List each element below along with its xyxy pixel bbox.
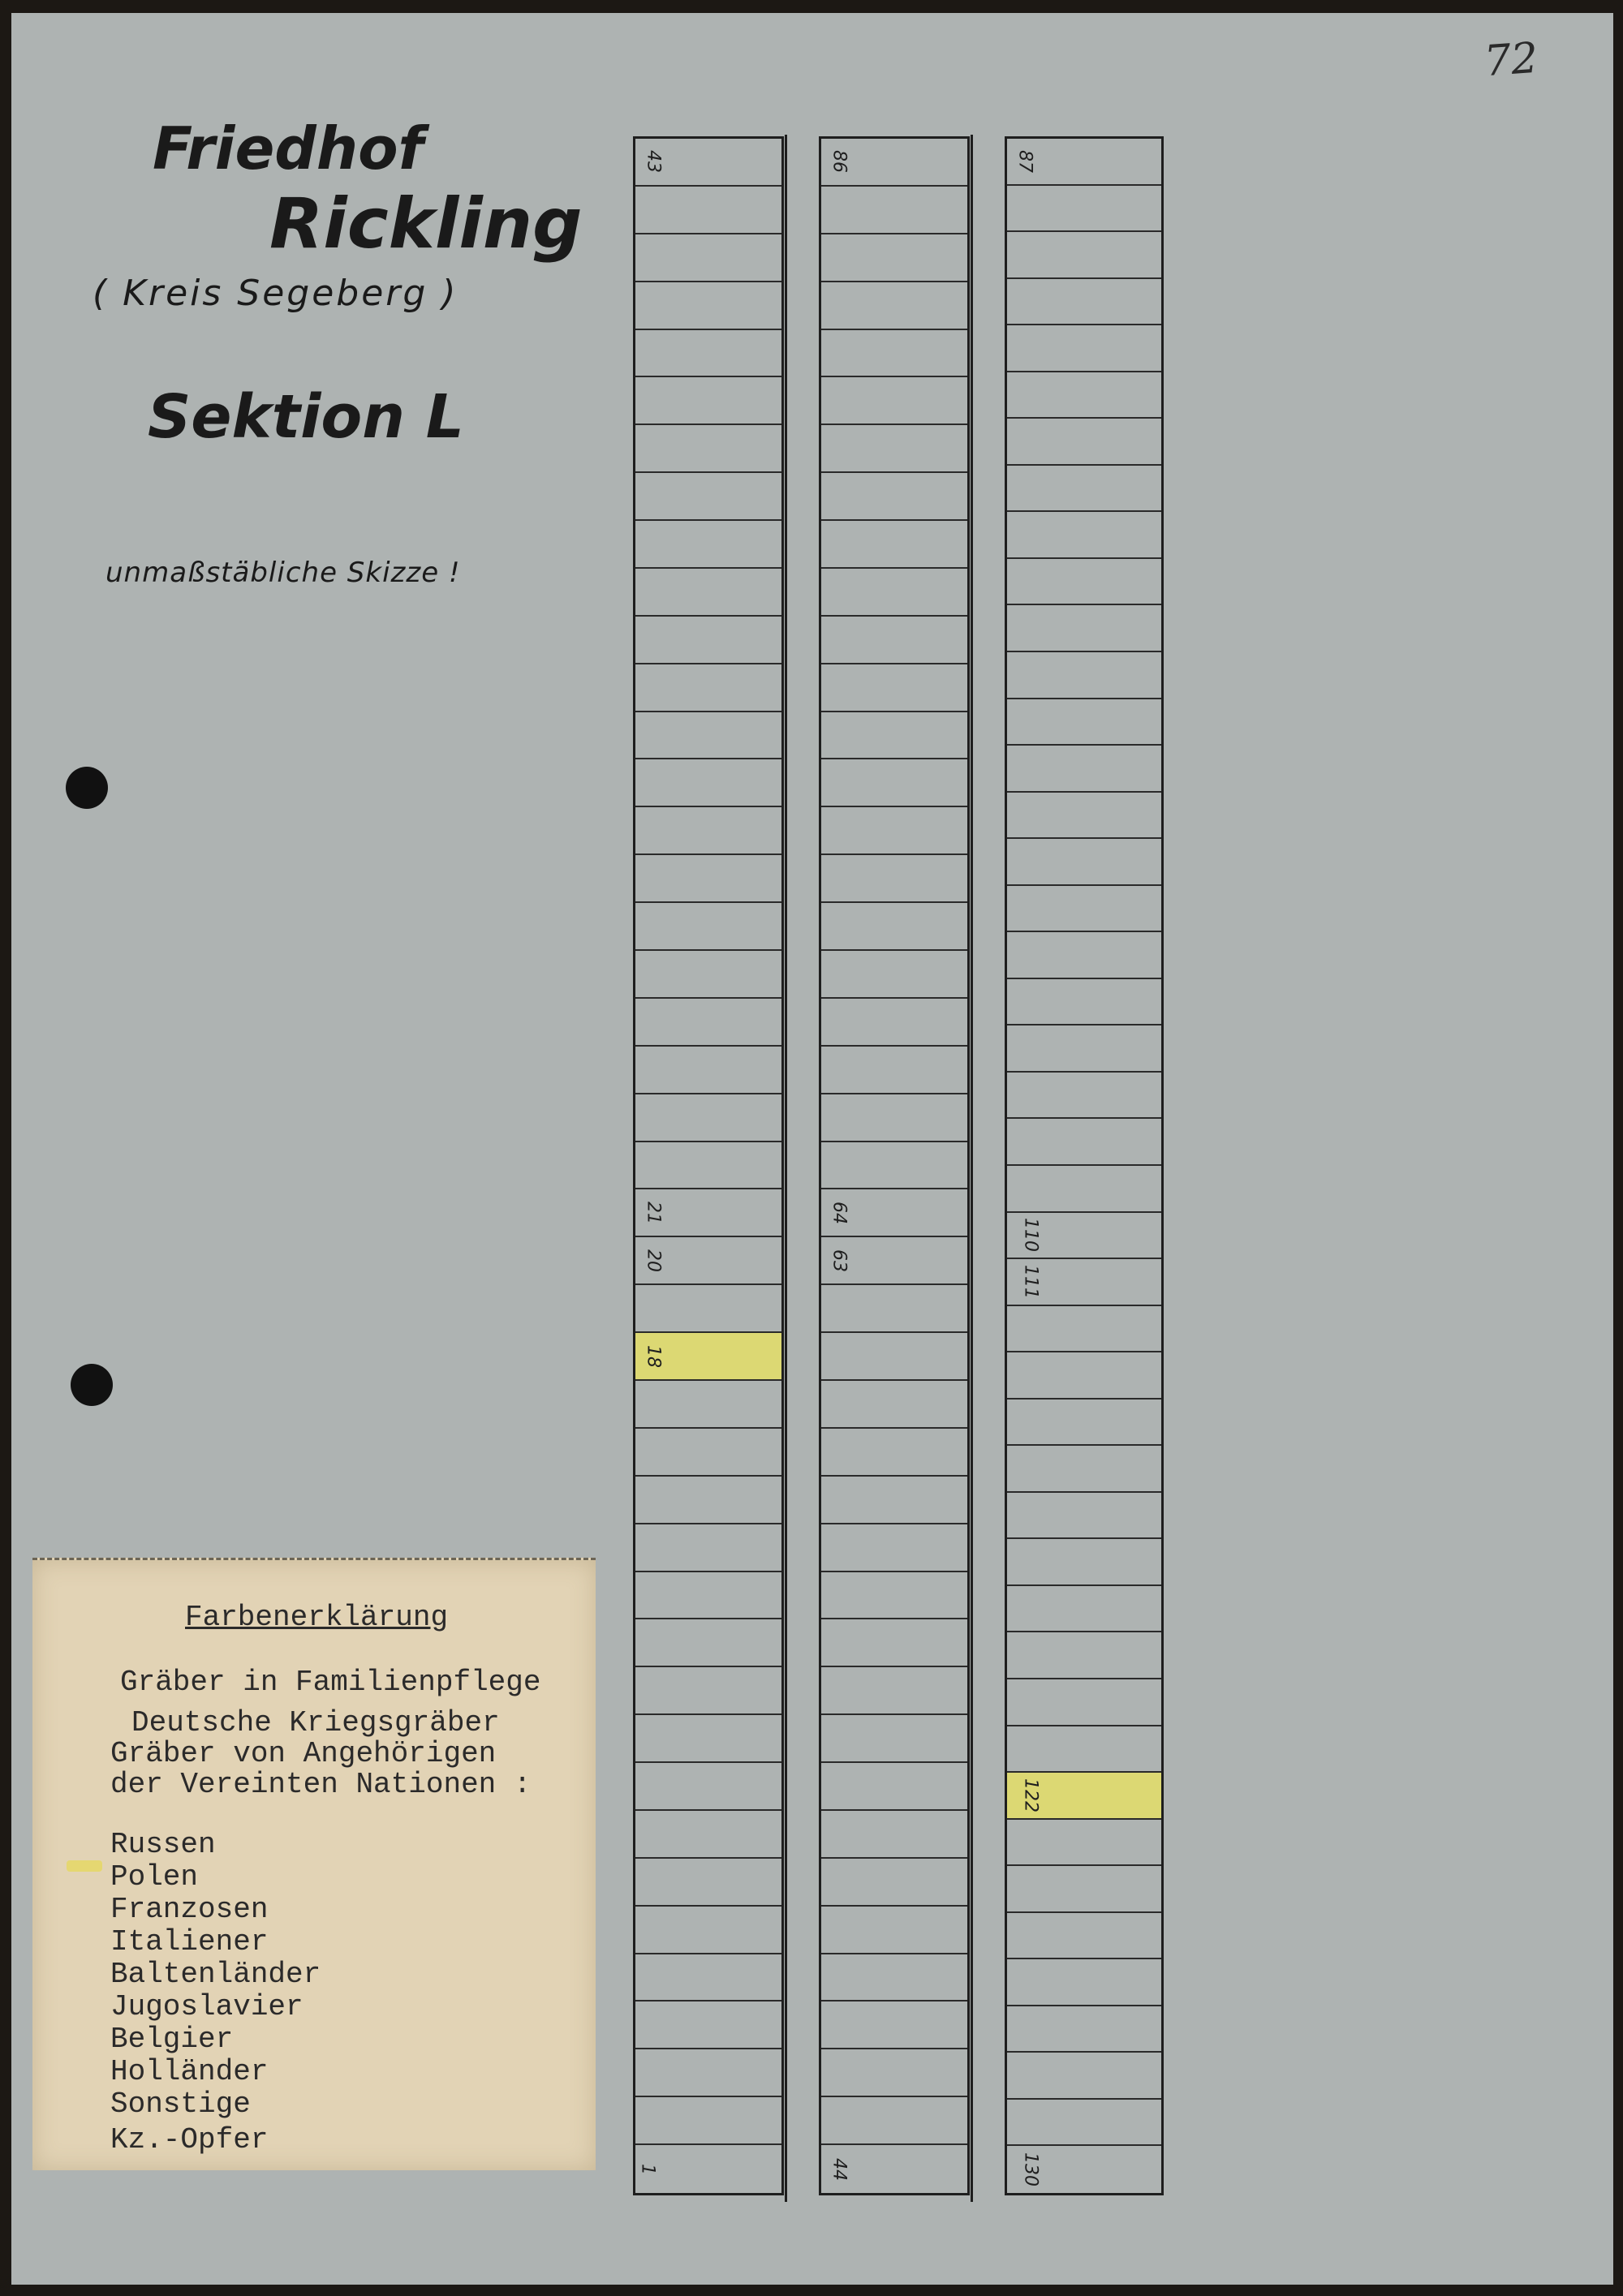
grave-plot	[1007, 1866, 1161, 1913]
legend-german-war-graves: Deutsche Kriegsgräber	[131, 1706, 500, 1739]
grave-plot	[1007, 793, 1161, 840]
grave-plot	[1007, 1259, 1161, 1306]
grave-plot	[1007, 1400, 1161, 1447]
grave-plot	[1007, 1820, 1161, 1867]
grave-plot	[821, 569, 967, 617]
grave-column	[819, 136, 970, 2195]
grave-plot	[635, 759, 781, 807]
grave-plot	[635, 1381, 781, 1429]
grave-plot	[821, 377, 967, 425]
grave-plot	[1007, 1119, 1161, 1166]
grave-plot	[821, 1381, 967, 1429]
grave-number: 21	[643, 1201, 664, 1224]
grave-plot	[1007, 1959, 1161, 2006]
scale-note: unmaßstäbliche Skizze !	[105, 557, 461, 589]
grave-plot	[821, 759, 967, 807]
grave-plot	[821, 1142, 967, 1190]
grave-plot	[1007, 186, 1161, 233]
grave-plot	[1007, 1306, 1161, 1353]
grave-plot	[1007, 325, 1161, 372]
grave-plot	[635, 1094, 781, 1142]
grave-plot	[635, 425, 781, 473]
legend-family-care: Gräber in Familienpflege	[120, 1666, 541, 1699]
aisle-line	[785, 135, 787, 2202]
grave-plot	[1007, 372, 1161, 419]
legend-kz-victims: Kz.-Opfer	[110, 2123, 269, 2156]
grave-plot	[1007, 1632, 1161, 1679]
grave-plot	[635, 999, 781, 1047]
grave-plot	[821, 2097, 967, 2145]
grave-plot	[1007, 1446, 1161, 1493]
grave-plot	[635, 951, 781, 999]
grave-plot	[635, 2097, 781, 2145]
grave-plot	[821, 617, 967, 664]
grave-number: 86	[829, 150, 850, 174]
grave-plot	[1007, 1213, 1161, 1260]
grave-plot	[821, 234, 967, 282]
grave-plot	[1007, 1073, 1161, 1120]
legend-nationality: Baltenländer	[110, 1958, 321, 1991]
legend-nationality: Jugoslavier	[110, 1990, 304, 2023]
grave-plot	[635, 807, 781, 855]
grave-plot	[821, 999, 967, 1047]
grave-plot	[635, 855, 781, 903]
grave-plot	[635, 1477, 781, 1524]
legend-nationality: Polen	[110, 1860, 199, 1894]
grave-plot	[821, 951, 967, 999]
grave-plot	[821, 2001, 967, 2049]
grave-plot	[821, 1763, 967, 1811]
grave-plot	[1007, 1493, 1161, 1540]
grave-number: 43	[643, 150, 664, 174]
legend-highlight-marker	[67, 1860, 102, 1872]
grave-number: 18	[643, 1344, 664, 1368]
grave-plot	[635, 2001, 781, 2049]
grave-number: 110	[1020, 1218, 1041, 1253]
grave-plot	[821, 712, 967, 760]
grave-plot	[821, 282, 967, 330]
grave-number: 44	[829, 2157, 850, 2181]
grave-plot	[821, 903, 967, 951]
grave-plot	[1007, 932, 1161, 979]
grave-plot	[635, 377, 781, 425]
grave-plot	[1007, 1726, 1161, 1774]
title-friedhof: Friedhof	[153, 114, 424, 183]
grave-plot	[821, 1907, 967, 1954]
grave-plot	[821, 1333, 967, 1381]
grave-column	[1005, 136, 1164, 2195]
legend-nationality: Italiener	[110, 1925, 269, 1958]
grave-plot	[1007, 699, 1161, 746]
grave-plot	[1007, 2100, 1161, 2147]
legend-nationality: Belgier	[110, 2023, 234, 2056]
grave-plot	[821, 1524, 967, 1572]
grave-plot	[821, 807, 967, 855]
grave-plot	[635, 664, 781, 712]
grave-plot	[1007, 279, 1161, 326]
grave-plot	[821, 1047, 967, 1094]
grave-plot	[635, 1954, 781, 2002]
grave-plot	[1007, 839, 1161, 886]
grave-plot	[821, 425, 967, 473]
grave-plot	[1007, 139, 1161, 186]
grave-plot	[635, 712, 781, 760]
grave-plot	[635, 521, 781, 569]
grave-plot	[1007, 1025, 1161, 1073]
grave-plot	[635, 1524, 781, 1572]
grave-number: 1	[637, 2163, 658, 2175]
grave-plot	[635, 1572, 781, 1620]
grave-plot	[1007, 1773, 1161, 1820]
grave-plot	[1007, 2006, 1161, 2053]
grave-plot	[1007, 2146, 1161, 2193]
grave-plot	[821, 1285, 967, 1333]
grave-plot	[821, 664, 967, 712]
grave-plot	[1007, 559, 1161, 606]
grave-plot	[635, 139, 781, 187]
grave-plot	[821, 1859, 967, 1907]
punch-hole-top	[66, 767, 108, 809]
grave-plot	[635, 473, 781, 521]
grave-number: 87	[1014, 149, 1035, 173]
grave-plot	[1007, 1539, 1161, 1586]
grave-plot	[1007, 979, 1161, 1026]
grave-plot	[821, 1715, 967, 1763]
grave-plot	[821, 1811, 967, 1859]
grave-plot	[635, 1619, 781, 1667]
grave-plot	[635, 1859, 781, 1907]
grave-plot	[1007, 652, 1161, 699]
grave-plot	[821, 1954, 967, 2002]
legend-nationality: Sonstige	[110, 2087, 251, 2121]
grave-plot	[1007, 466, 1161, 513]
grave-plot	[821, 2049, 967, 2097]
grave-plot	[1007, 512, 1161, 559]
grave-plot	[635, 234, 781, 282]
grave-number: 122	[1020, 1778, 1041, 1812]
grave-number: 111	[1020, 1264, 1041, 1299]
grave-plot	[635, 1763, 781, 1811]
grave-plot	[821, 187, 967, 234]
grave-plot	[1007, 886, 1161, 933]
grave-plot	[821, 330, 967, 378]
grave-plot	[635, 330, 781, 378]
grave-number: 64	[829, 1201, 850, 1224]
legend-nationality: Russen	[110, 1828, 216, 1861]
title-section: Sektion L	[148, 382, 464, 452]
grave-plot	[1007, 2053, 1161, 2100]
grave-plot	[635, 569, 781, 617]
grave-plot	[821, 1572, 967, 1620]
grave-plot	[635, 1189, 781, 1237]
grave-plot	[635, 1811, 781, 1859]
grave-plot	[1007, 1352, 1161, 1400]
grave-plot	[821, 2145, 967, 2193]
grave-plot	[635, 1237, 781, 1285]
grave-plot	[821, 1429, 967, 1477]
grave-column	[633, 136, 784, 2195]
grave-number: 63	[829, 1249, 850, 1272]
grave-plot	[1007, 1679, 1161, 1726]
grave-plot	[635, 2049, 781, 2097]
grave-plot	[821, 521, 967, 569]
grave-plot	[1007, 419, 1161, 466]
title-district: ( Kreis Segeberg )	[93, 273, 458, 314]
grave-plot	[635, 1667, 781, 1715]
grave-plot	[821, 855, 967, 903]
grave-plot	[1007, 605, 1161, 652]
grave-plot	[635, 282, 781, 330]
grave-plot	[1007, 746, 1161, 793]
grave-plot	[635, 1142, 781, 1190]
grave-number: 130	[1020, 2152, 1041, 2187]
grave-plot	[635, 617, 781, 664]
grave-plot	[1007, 1586, 1161, 1633]
grave-plot	[635, 187, 781, 234]
grave-plot	[1007, 1166, 1161, 1213]
grave-plot	[821, 1094, 967, 1142]
page-number: 72	[1482, 33, 1540, 87]
color-legend	[32, 1558, 596, 2170]
punch-hole-bottom	[71, 1364, 113, 1406]
grave-plot	[1007, 1913, 1161, 1960]
legend-members-line: Gräber von Angehörigen	[110, 1737, 497, 1770]
grave-plot	[635, 1715, 781, 1763]
grave-plot	[635, 1285, 781, 1333]
grave-plot	[635, 1333, 781, 1381]
grave-plot	[635, 903, 781, 951]
grave-plot	[635, 1907, 781, 1954]
grave-plot	[821, 1619, 967, 1667]
legend-title: Farbenerklärung	[185, 1601, 449, 1634]
legend-nationality: Franzosen	[110, 1893, 269, 1926]
grave-plot	[635, 2145, 781, 2193]
document-sheet	[11, 13, 1613, 2285]
title-place: Rickling	[269, 183, 583, 264]
grave-plot	[821, 1667, 967, 1715]
grave-plot	[821, 139, 967, 187]
legend-nations-line: der Vereinten Nationen :	[110, 1768, 532, 1801]
grave-number: 20	[643, 1249, 664, 1272]
grave-plot	[821, 473, 967, 521]
grave-plot	[821, 1189, 967, 1237]
aisle-line	[971, 135, 973, 2202]
grave-plot	[635, 1047, 781, 1094]
grave-plot	[635, 1429, 781, 1477]
grave-plot	[1007, 232, 1161, 279]
legend-nationality: Holländer	[110, 2055, 269, 2088]
grave-plot	[821, 1477, 967, 1524]
grave-plot	[821, 1237, 967, 1285]
